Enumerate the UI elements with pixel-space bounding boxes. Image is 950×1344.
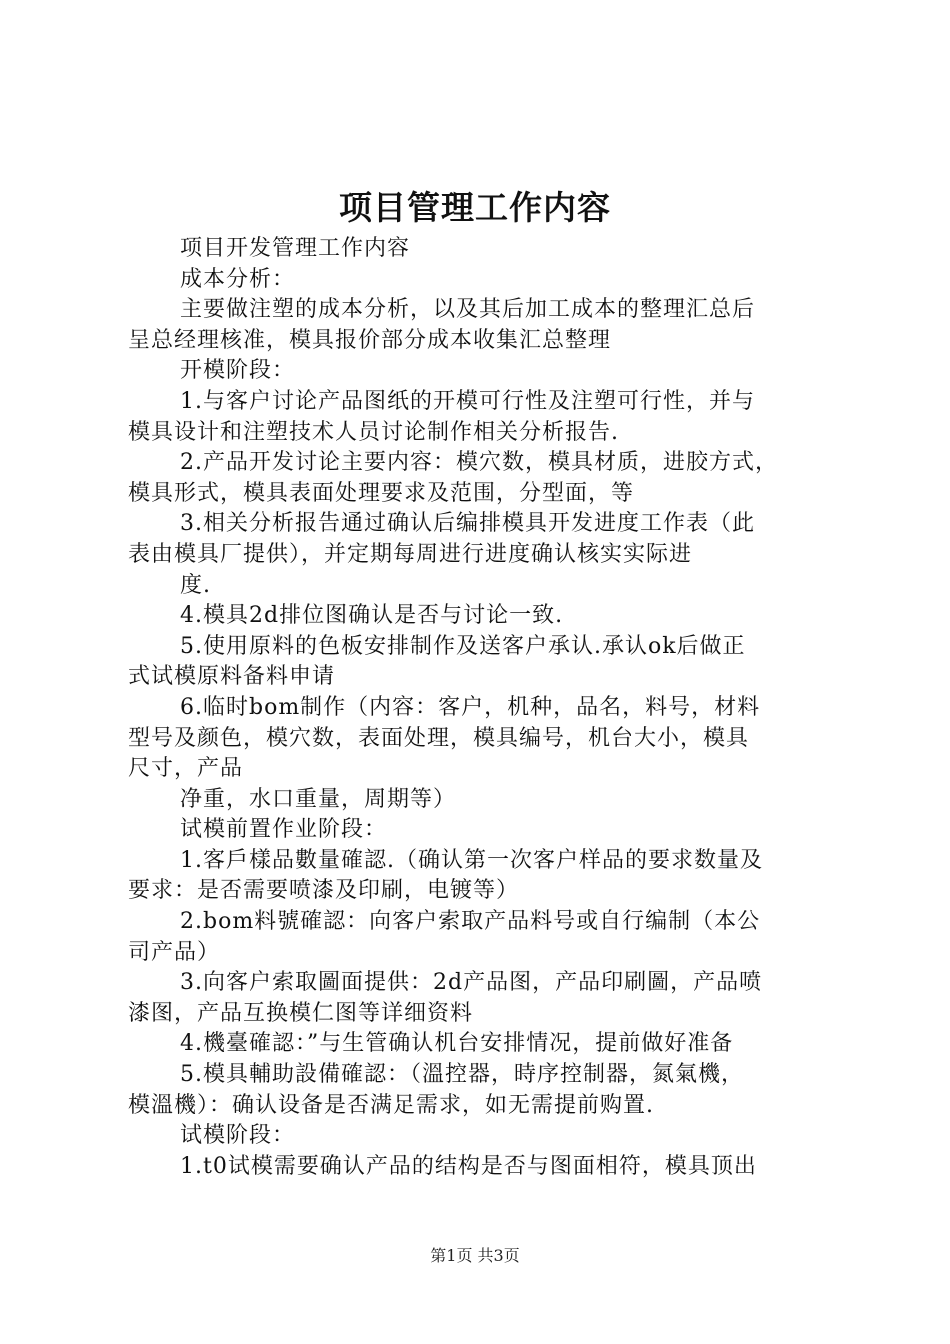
- paragraph-line: 漆图，产品互换模仁图等详细资料: [128, 1000, 474, 1026]
- paragraph-line: 5.使用原料的色板安排制作及送客户承认.承认ok后做正: [180, 633, 746, 659]
- paragraph-line: 表由模具厂提供），并定期每周进行进度确认核实实际进: [128, 541, 693, 567]
- paragraph-line: 1.与客户讨论产品图纸的开模可行性及注塑可行性，并与: [180, 388, 755, 414]
- paragraph-line: 开模阶段：: [180, 358, 296, 384]
- paragraph-line: 3.向客户索取圖面提供：2d产品图，产品印刷圖，产品喷: [180, 970, 763, 996]
- paragraph-line: 4.模具2d排位图确认是否与讨论一致.: [180, 603, 564, 629]
- paragraph-line: 2.bom料號確認：向客户索取产品料号或自行编制（本公: [180, 909, 761, 935]
- paragraph-line: 型号及颜色，模穴数，表面处理，模具编号，机台大小，模具: [128, 725, 750, 751]
- paragraph-line: 4.機臺確認：”与生管确认机台安排情况，提前做好准备: [180, 1031, 734, 1057]
- paragraph-line: 试模前置作业阶段：: [180, 817, 388, 843]
- paragraph-line: 试模阶段：: [180, 1123, 296, 1149]
- paragraph-line: 度.: [180, 572, 211, 598]
- paragraph-line: 模溫機）：确认设备是否满足需求，如无需提前购置.: [128, 1092, 654, 1118]
- paragraph-line: 2.产品开发讨论主要内容：模穴数，模具材质，进胶方式，: [180, 450, 778, 476]
- paragraph-line: 模具形式，模具表面处理要求及范围，分型面，等: [128, 480, 635, 506]
- paragraph-line: 项目开发管理工作内容: [180, 236, 411, 261]
- document-title: 项目管理工作内容: [339, 188, 611, 227]
- paragraph-line: 呈总经理核准，模具报价部分成本收集汇总整理: [128, 327, 612, 353]
- paragraph-line: 尺寸，产品: [128, 756, 244, 782]
- document-body: [128, 234, 832, 1182]
- paragraph-line: 司产品）: [128, 939, 221, 965]
- paragraph-line: 要求：是否需要喷漆及印刷，电镀等）: [128, 878, 520, 904]
- paragraph-line: 1.t0试模需要确认产品的结构是否与图面相符，模具顶出: [180, 1153, 757, 1179]
- paragraph-line: 式试模原料备料申请: [128, 664, 336, 690]
- paragraph-line: 模具设计和注塑技术人员讨论制作相关分析报告.: [128, 419, 619, 445]
- paragraph-line: 1.客戶樣品數量確認.（确认第一次客户样品的要求数量及: [180, 847, 763, 873]
- paragraph-line: 3.相关分析报告通过确认后编排模具开发进度工作表（此: [180, 511, 755, 537]
- paragraph-line: 成本分析：: [180, 266, 296, 292]
- page-footer: 第1页 共3页: [430, 1246, 520, 1265]
- paragraph-line: 主要做注塑的成本分析，以及其后加工成本的整理汇总后: [180, 297, 756, 323]
- paragraph-line: 净重，水口重量，周期等）: [180, 786, 457, 812]
- paragraph-line: 6.临时bom制作（内容：客户，机种，品名，料号，材料: [180, 694, 761, 720]
- paragraph-line: 5.模具輔助設備確認：（溫控器，時序控制器，氮氣機，: [180, 1062, 744, 1088]
